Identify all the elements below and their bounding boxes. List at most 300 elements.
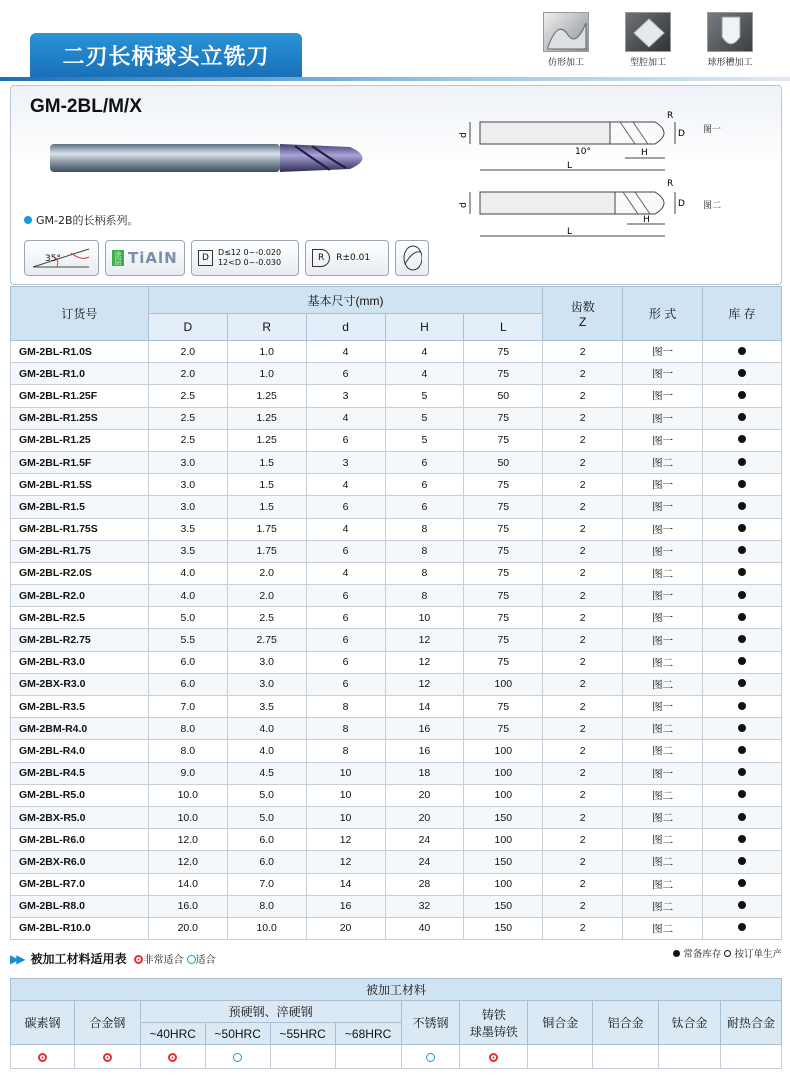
stock-cell: [703, 518, 782, 540]
mat-copper: 铜合金: [528, 1001, 593, 1045]
table-cell: 10.0: [227, 917, 306, 939]
table-cell: 2: [543, 740, 623, 762]
stock-cell: [703, 407, 782, 429]
table-cell: 2.75: [227, 629, 306, 651]
table-cell: 32: [385, 895, 464, 917]
table-cell: 1.75: [227, 518, 306, 540]
app-profile-label: 仿形加工: [547, 58, 584, 68]
table-row: [11, 629, 782, 651]
material-group-header: 被加工材料: [11, 979, 782, 1001]
table-cell: 2: [543, 341, 623, 363]
table-cell: 2: [543, 429, 623, 451]
mat-40hrc: ~40HRC: [140, 1023, 205, 1045]
suitability-cell: [593, 1045, 659, 1069]
table-cell: 12.0: [148, 851, 227, 873]
table-cell: 10: [306, 762, 385, 784]
table-row: [11, 585, 782, 607]
app-profile: [536, 12, 596, 68]
table-row: [11, 341, 782, 363]
table-row: [11, 451, 782, 473]
bullet-icon: [24, 216, 32, 224]
suitability-cell: [528, 1045, 593, 1069]
in-stock-icon: [738, 591, 746, 599]
table-cell: 1.5: [227, 474, 306, 496]
stock-cell: [703, 829, 782, 851]
table-cell: 5: [385, 407, 464, 429]
double-arrow-icon: ▶▶: [10, 951, 23, 966]
table-cell: 图一: [623, 474, 703, 496]
table-cell: 10: [306, 784, 385, 806]
stock-cell: [703, 784, 782, 806]
table-cell: 2: [543, 385, 623, 407]
table-cell: 图一: [623, 762, 703, 784]
table-cell: 24: [385, 851, 464, 873]
col-H: H: [385, 314, 464, 341]
table-cell: 2: [543, 585, 623, 607]
stock-cell: [703, 762, 782, 784]
table-cell: 图二: [623, 784, 703, 806]
stock-cell: [703, 429, 782, 451]
table-cell: 1.25: [227, 407, 306, 429]
table-cell: 7.0: [148, 696, 227, 718]
table-cell: 2: [543, 562, 623, 584]
table-row: [11, 917, 782, 939]
table-cell: 7.0: [227, 873, 306, 895]
table-cell: 75: [464, 585, 543, 607]
table-row: [11, 851, 782, 873]
stock-legend: [673, 946, 782, 960]
suitability-cell: [401, 1045, 460, 1069]
table-cell: 2: [543, 607, 623, 629]
in-stock-icon: [738, 879, 746, 887]
cast-line-1: 铸铁: [481, 1007, 506, 1022]
standard-stock-icon: [673, 950, 680, 957]
in-stock-icon: [738, 369, 746, 377]
table-cell: 4: [306, 341, 385, 363]
table-cell: 20: [306, 917, 385, 939]
table-cell: 4: [306, 562, 385, 584]
table-cell: 6: [306, 607, 385, 629]
table-cell: 4: [306, 407, 385, 429]
mat-heat-resistant: 耐热合金: [721, 1001, 782, 1045]
table-cell: 6: [385, 496, 464, 518]
dim-R-2: R: [667, 179, 674, 189]
order-code: GM-2BL-R8.0: [11, 895, 149, 917]
very-suitable-icon: [489, 1053, 498, 1062]
table-cell: 6: [385, 474, 464, 496]
in-stock-icon: [738, 480, 746, 488]
col-D: D: [148, 314, 227, 341]
table-row: [11, 873, 782, 895]
table-cell: 4: [385, 363, 464, 385]
table-cell: 图一: [623, 607, 703, 629]
legend-ok-text: 适合: [195, 955, 216, 966]
order-code: GM-2BX-R6.0: [11, 851, 149, 873]
table-cell: 16: [385, 740, 464, 762]
table-cell: 50: [464, 385, 543, 407]
order-code: GM-2BL-R1.25: [11, 429, 149, 451]
dim-R: R: [667, 111, 674, 121]
dim-L: L: [567, 161, 573, 171]
table-cell: 100: [464, 762, 543, 784]
table-cell: 图二: [623, 895, 703, 917]
dim-d-2: d: [459, 202, 469, 208]
table-cell: 2: [543, 629, 623, 651]
suitability-cell: [721, 1045, 782, 1069]
table-cell: 3.0: [227, 673, 306, 695]
table-cell: 6.0: [227, 851, 306, 873]
table-cell: 3.0: [148, 451, 227, 473]
table-cell: 10: [306, 806, 385, 828]
table-cell: 1.25: [227, 429, 306, 451]
order-code: GM-2BM-R4.0: [11, 718, 149, 740]
order-code: GM-2BL-R10.0: [11, 917, 149, 939]
table-cell: 4: [385, 341, 464, 363]
table-cell: 5: [385, 385, 464, 407]
table-cell: 图二: [623, 451, 703, 473]
helix-angle-badge: [24, 240, 99, 276]
in-stock-icon: [738, 657, 746, 665]
coating-label: 涂层: [114, 251, 122, 265]
dim-D: D: [678, 129, 685, 139]
table-cell: 1.5: [227, 496, 306, 518]
table-cell: 9.0: [148, 762, 227, 784]
table-cell: 2: [543, 407, 623, 429]
table-cell: 100: [464, 873, 543, 895]
table-cell: 75: [464, 718, 543, 740]
table-cell: 2: [543, 718, 623, 740]
table-cell: 3.0: [148, 496, 227, 518]
table-cell: 图二: [623, 917, 703, 939]
application-icons: [536, 12, 760, 68]
mat-carbon: 碳素钢: [11, 1001, 75, 1045]
tolerance-line-1: D≤12 0~-0.020: [217, 248, 282, 257]
order-code: GM-2BL-R5.0: [11, 784, 149, 806]
mat-titanium: 钛合金: [659, 1001, 721, 1045]
table-cell: 75: [464, 341, 543, 363]
table-row: [11, 806, 782, 828]
order-code: GM-2BL-R4.5: [11, 762, 149, 784]
dim-L-2: L: [567, 227, 573, 237]
table-cell: 12: [385, 629, 464, 651]
table-cell: 6: [306, 429, 385, 451]
order-code: GM-2BL-R1.5S: [11, 474, 149, 496]
helix-icon: [31, 243, 92, 273]
table-cell: 2: [543, 762, 623, 784]
table-cell: 75: [464, 607, 543, 629]
table-cell: 4.0: [227, 740, 306, 762]
table-cell: 3.5: [148, 518, 227, 540]
stock-cell: [703, 363, 782, 385]
table-cell: 5.0: [227, 784, 306, 806]
table-cell: 6: [306, 496, 385, 518]
in-stock-icon: [738, 613, 746, 621]
in-stock-icon: [738, 568, 746, 576]
in-stock-icon: [738, 435, 746, 443]
table-cell: 2: [543, 917, 623, 939]
table-cell: 3.0: [148, 474, 227, 496]
table-cell: 6.0: [227, 829, 306, 851]
table-cell: 2: [543, 474, 623, 496]
table-cell: 图一: [623, 407, 703, 429]
table-cell: 2.5: [148, 407, 227, 429]
stock-cell: [703, 585, 782, 607]
app-cavity-label: 型腔加工: [629, 58, 666, 68]
stock-cell: [703, 806, 782, 828]
stock-cell: [703, 629, 782, 651]
table-row: [11, 895, 782, 917]
table-cell: 图一: [623, 540, 703, 562]
radius-symbol: R: [312, 249, 330, 267]
order-code: GM-2BL-R3.5: [11, 696, 149, 718]
stock-cell: [703, 607, 782, 629]
table-cell: 2: [543, 806, 623, 828]
table-cell: 28: [385, 873, 464, 895]
table-cell: 2: [543, 363, 623, 385]
in-stock-icon: [738, 524, 746, 532]
cast-line-2: 球墨铸铁: [469, 1024, 518, 1039]
table-cell: 2.0: [227, 585, 306, 607]
order-code: GM-2BL-R2.0: [11, 585, 149, 607]
profile-machining-icon: [543, 12, 589, 52]
table-cell: 20: [385, 806, 464, 828]
order-code: GM-2BL-R1.5F: [11, 451, 149, 473]
table-cell: 图一: [623, 629, 703, 651]
mat-cast: [460, 1001, 528, 1045]
table-cell: 4.5: [227, 762, 306, 784]
stock-cell: [703, 341, 782, 363]
col-basic-size: 基本尺寸(mm): [148, 287, 542, 314]
table-cell: 75: [464, 518, 543, 540]
table-cell: 150: [464, 851, 543, 873]
stock-cell: [703, 562, 782, 584]
table-cell: 40: [385, 917, 464, 939]
table-cell: 6: [306, 651, 385, 673]
table-cell: 75: [464, 429, 543, 451]
radius-tolerance: R±0.01: [336, 253, 371, 263]
in-stock-icon: [738, 901, 746, 909]
table-cell: 2: [543, 496, 623, 518]
table-cell: 75: [464, 407, 543, 429]
coating-badge: [105, 240, 185, 276]
table-cell: 5: [385, 429, 464, 451]
table-cell: 20: [385, 784, 464, 806]
table-cell: 6: [306, 629, 385, 651]
table-cell: 6: [385, 451, 464, 473]
mat-68hrc: ~68HRC: [335, 1023, 401, 1045]
table-cell: 2: [543, 651, 623, 673]
order-code: GM-2BL-R6.0: [11, 829, 149, 851]
table-cell: 150: [464, 917, 543, 939]
table-row: [11, 651, 782, 673]
stock-cell: [703, 496, 782, 518]
suitability-cell: [659, 1045, 721, 1069]
table-cell: 14: [385, 696, 464, 718]
table-row: [11, 740, 782, 762]
table-row: [11, 474, 782, 496]
table-cell: 2: [543, 784, 623, 806]
table-cell: 16.0: [148, 895, 227, 917]
cavity-machining-icon: [625, 12, 671, 52]
table-cell: 图二: [623, 806, 703, 828]
stock-cell: [703, 696, 782, 718]
table-cell: 12: [385, 651, 464, 673]
table-cell: 图一: [623, 385, 703, 407]
table-row: [11, 407, 782, 429]
in-stock-icon: [738, 502, 746, 510]
series-note-text: GM-2B的长柄系列。: [36, 214, 139, 227]
mat-50hrc: ~50HRC: [205, 1023, 270, 1045]
table-row: [11, 607, 782, 629]
table-cell: 18: [385, 762, 464, 784]
table-cell: 8: [385, 518, 464, 540]
table-cell: 2: [543, 895, 623, 917]
diameter-tolerance-badge: [191, 240, 299, 276]
stock-cell: [703, 917, 782, 939]
tolerance-line-2: 12<D 0~-0.030: [217, 258, 282, 267]
table-cell: 2.0: [148, 341, 227, 363]
order-code: GM-2BL-R4.0: [11, 740, 149, 762]
material-table: [10, 978, 782, 1069]
mat-aluminum: 铝合金: [593, 1001, 659, 1045]
table-cell: 1.75: [227, 540, 306, 562]
material-title: 被加工材料适用表: [30, 952, 127, 966]
table-cell: 8: [306, 696, 385, 718]
order-code: GM-2BL-R1.0S: [11, 341, 149, 363]
order-code: GM-2BL-R1.75: [11, 540, 149, 562]
in-stock-icon: [738, 813, 746, 821]
dim-H: H: [641, 148, 648, 158]
col-d: d: [306, 314, 385, 341]
table-cell: 2: [543, 873, 623, 895]
order-code: GM-2BL-R3.0: [11, 651, 149, 673]
table-cell: 2: [543, 451, 623, 473]
order-code: GM-2BL-R7.0: [11, 873, 149, 895]
ball-groove-icon: [707, 12, 753, 52]
col-teeth: [543, 287, 623, 341]
order-code: GM-2BL-R1.5: [11, 496, 149, 518]
table-cell: 150: [464, 806, 543, 828]
col-stock: 库 存: [703, 287, 782, 341]
in-stock-icon: [738, 635, 746, 643]
table-cell: 8: [306, 740, 385, 762]
suitability-cell: [270, 1045, 335, 1069]
table-cell: 100: [464, 784, 543, 806]
table-cell: 图一: [623, 518, 703, 540]
model-number: GM-2BL/M/X: [30, 96, 142, 117]
spec-table: [10, 286, 782, 940]
stock-cell: [703, 895, 782, 917]
table-cell: 2.5: [148, 429, 227, 451]
table-cell: 12: [306, 829, 385, 851]
table-cell: 8: [306, 718, 385, 740]
col-code: 订货号: [11, 287, 149, 341]
table-cell: 2.5: [148, 385, 227, 407]
table-cell: 图一: [623, 363, 703, 385]
table-cell: 14.0: [148, 873, 227, 895]
table-cell: 2: [543, 540, 623, 562]
very-suitable-icon: [103, 1053, 112, 1062]
table-cell: 图一: [623, 585, 703, 607]
suitability-cell: [335, 1045, 401, 1069]
in-stock-icon: [738, 923, 746, 931]
table-row: [11, 363, 782, 385]
dim-angle: 10°: [575, 147, 591, 157]
very-suitable-icon: [38, 1053, 47, 1062]
table-cell: 图二: [623, 651, 703, 673]
table-row: [11, 673, 782, 695]
table-cell: 100: [464, 740, 543, 762]
table-cell: 图二: [623, 829, 703, 851]
in-stock-icon: [738, 458, 746, 466]
figure-1-label: 图一: [703, 125, 722, 135]
table-cell: 1.0: [227, 363, 306, 385]
suitability-legend: [134, 951, 215, 966]
mat-55hrc: ~55HRC: [270, 1023, 335, 1045]
page-title: 二刃长柄球头立铣刀: [30, 33, 302, 77]
table-cell: 1.25: [227, 385, 306, 407]
table-cell: 75: [464, 651, 543, 673]
table-cell: 12: [385, 673, 464, 695]
table-cell: 16: [385, 718, 464, 740]
title-rule: [0, 77, 790, 81]
suitable-icon: [233, 1053, 242, 1062]
dim-d: d: [459, 132, 469, 138]
mat-alloy: 合金钢: [74, 1001, 140, 1045]
stock-cell: [703, 740, 782, 762]
in-stock-icon: [738, 347, 746, 355]
table-cell: 75: [464, 540, 543, 562]
table-row: [11, 718, 782, 740]
table-cell: 4.0: [148, 562, 227, 584]
in-stock-icon: [738, 857, 746, 865]
material-heading: [10, 950, 216, 967]
teeth-z: Z: [579, 315, 587, 329]
table-row: [11, 540, 782, 562]
table-cell: 2: [543, 696, 623, 718]
table-cell: 1.5: [227, 451, 306, 473]
table-cell: 2: [543, 829, 623, 851]
series-note: [24, 212, 139, 228]
stock-cell: [703, 474, 782, 496]
stock-cell: [703, 651, 782, 673]
table-cell: 8: [385, 540, 464, 562]
end-mill-photo: [50, 138, 380, 178]
stock-cell: [703, 851, 782, 873]
table-cell: 8: [385, 562, 464, 584]
table-cell: 3.5: [227, 696, 306, 718]
in-stock-icon: [738, 679, 746, 687]
table-row: [11, 496, 782, 518]
stock-order-text: 按订单生产: [734, 949, 782, 960]
table-cell: 图二: [623, 562, 703, 584]
order-code: GM-2BL-R1.25S: [11, 407, 149, 429]
table-cell: 6: [306, 363, 385, 385]
order-code: GM-2BL-R1.0: [11, 363, 149, 385]
table-row: [11, 429, 782, 451]
stock-cell: [703, 451, 782, 473]
in-stock-icon: [738, 546, 746, 554]
order-code: GM-2BL-R2.5: [11, 607, 149, 629]
table-cell: 图一: [623, 429, 703, 451]
dim-H-2: H: [643, 215, 650, 225]
table-cell: 2.0: [148, 363, 227, 385]
table-cell: 3.0: [227, 651, 306, 673]
in-stock-icon: [738, 746, 746, 754]
table-cell: 12.0: [148, 829, 227, 851]
table-cell: 50: [464, 451, 543, 473]
stock-cell: [703, 385, 782, 407]
